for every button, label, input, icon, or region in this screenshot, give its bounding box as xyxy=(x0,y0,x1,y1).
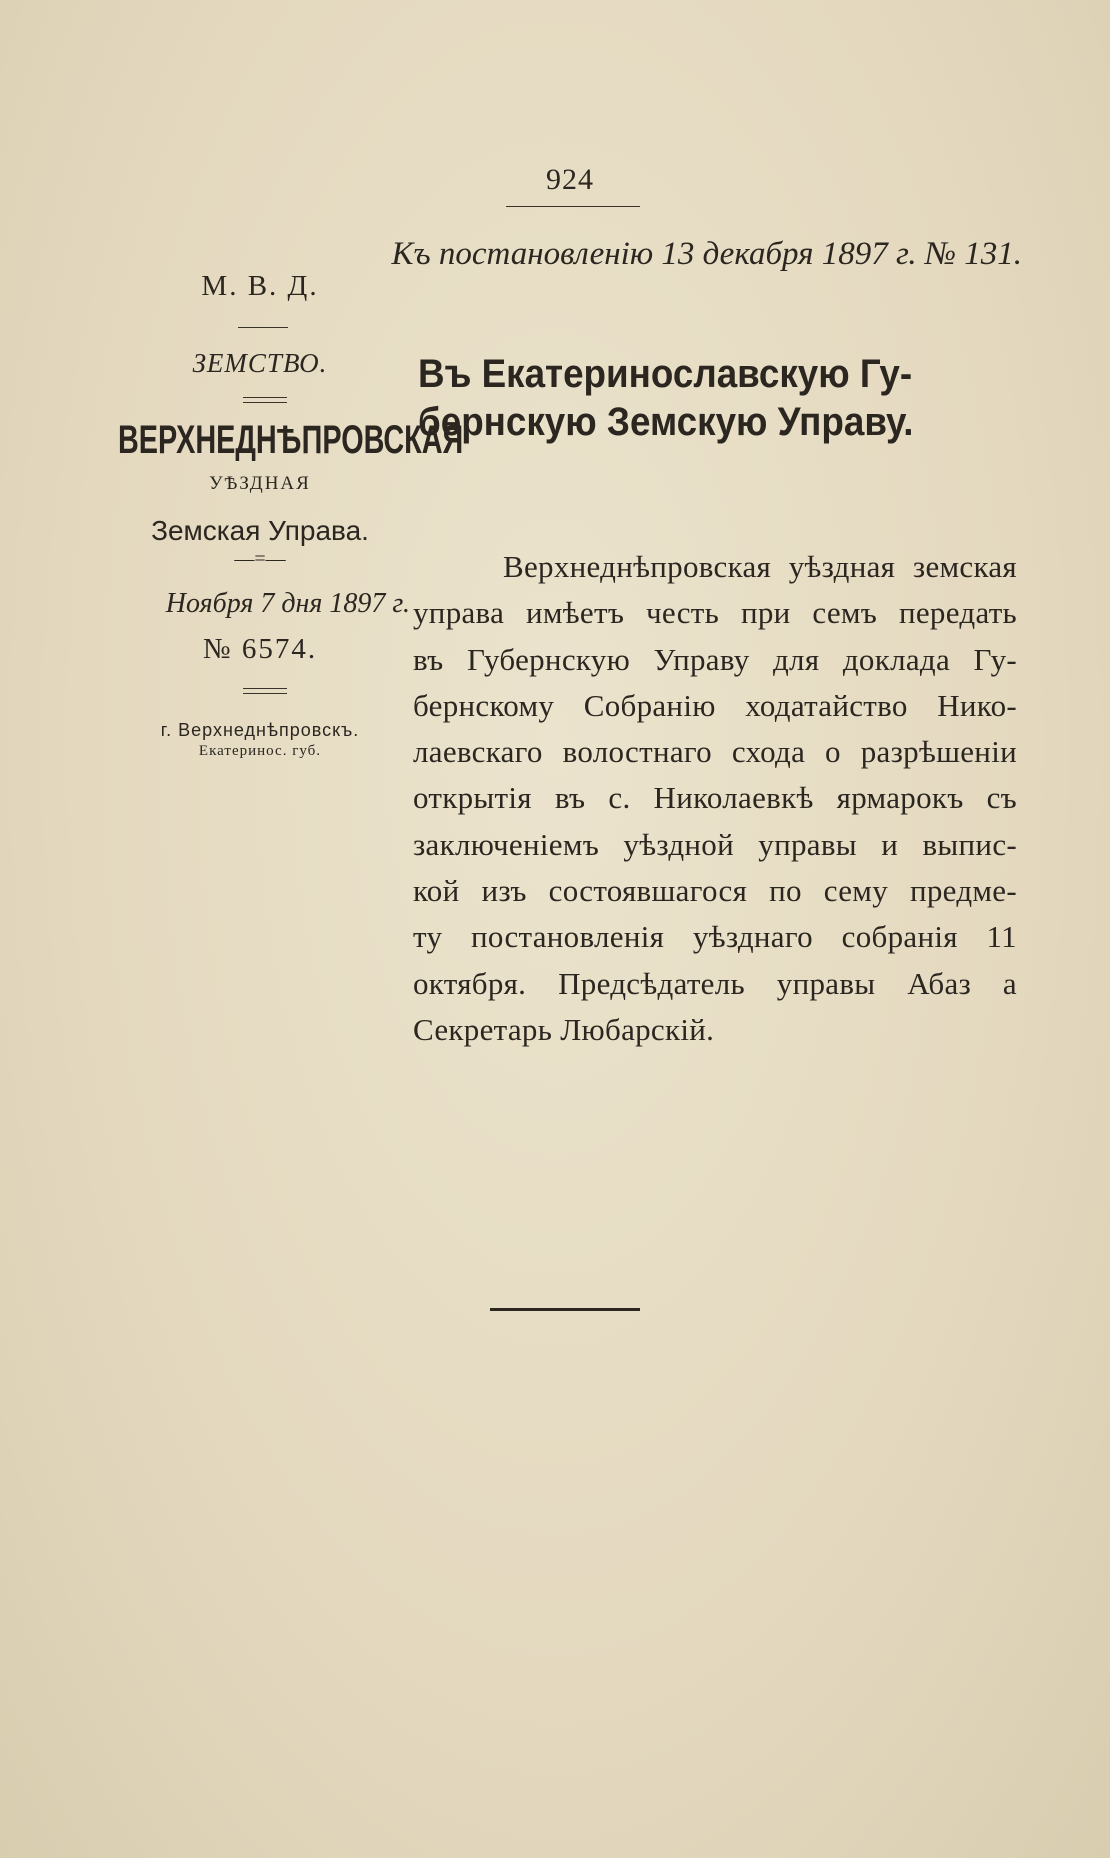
section-label: ЗЕМСТВО. xyxy=(192,348,328,378)
district-type: УѢЗДНАЯ xyxy=(209,473,311,494)
town-name: г. Верхнеднѣпровскъ. xyxy=(160,720,360,740)
body-line: управа имѣетъ честь при семъ передать xyxy=(413,595,1017,631)
document-number: № 6574. xyxy=(202,633,318,665)
document-date: Ноября 7 дня 1897 г. xyxy=(165,588,410,619)
body-line: бернскому Собранію ходатайство Нико- xyxy=(413,687,1017,723)
body-line: лаевскаго волостнаго схода о разрѣшеніи xyxy=(413,734,1017,770)
addressee-line-1: Въ Екатеринославскую Гу- xyxy=(418,352,913,396)
page-number: 924 xyxy=(546,163,594,196)
issuing-body: Земская Управа. xyxy=(151,515,369,546)
body-line: открытія въ с. Николаевкѣ ярмарокъ съ xyxy=(413,780,1017,816)
double-divider-rule xyxy=(243,688,287,694)
ornamental-separator: —=— xyxy=(234,548,286,570)
double-divider-rule xyxy=(243,397,287,403)
addressee-line-2: бернскую Земскую Управу. xyxy=(418,400,914,444)
district-name: ВЕРХНЕДНѢПРОВСКАЯ xyxy=(118,418,464,462)
resolution-reference: Къ постановленію 13 декабря 1897 г. № 131. xyxy=(391,236,1022,272)
body-line: кой изъ состоявшагося по сему предме- xyxy=(413,873,1017,909)
page-number-rule xyxy=(506,206,640,207)
body-line: октября. Предсѣдатель управы Абаз а xyxy=(413,965,1017,1001)
divider-rule xyxy=(238,327,288,328)
province-name: Екатеринос. губ. xyxy=(198,743,322,759)
ministry-label: М. В. Д. xyxy=(201,270,319,302)
body-line: въ Губернскую Управу для доклада Гу- xyxy=(413,641,1017,677)
body-line: ту постановленія уѣзднаго собранія 11 xyxy=(413,919,1017,955)
body-line: Секретарь Любарскій. xyxy=(413,1011,715,1047)
end-rule xyxy=(490,1308,640,1311)
body-line: заключеніемъ уѣздной управы и выпис- xyxy=(413,826,1017,862)
letter-body xyxy=(413,544,1017,1053)
body-line: Верхнеднѣпровская уѣздная земская xyxy=(503,549,1017,584)
